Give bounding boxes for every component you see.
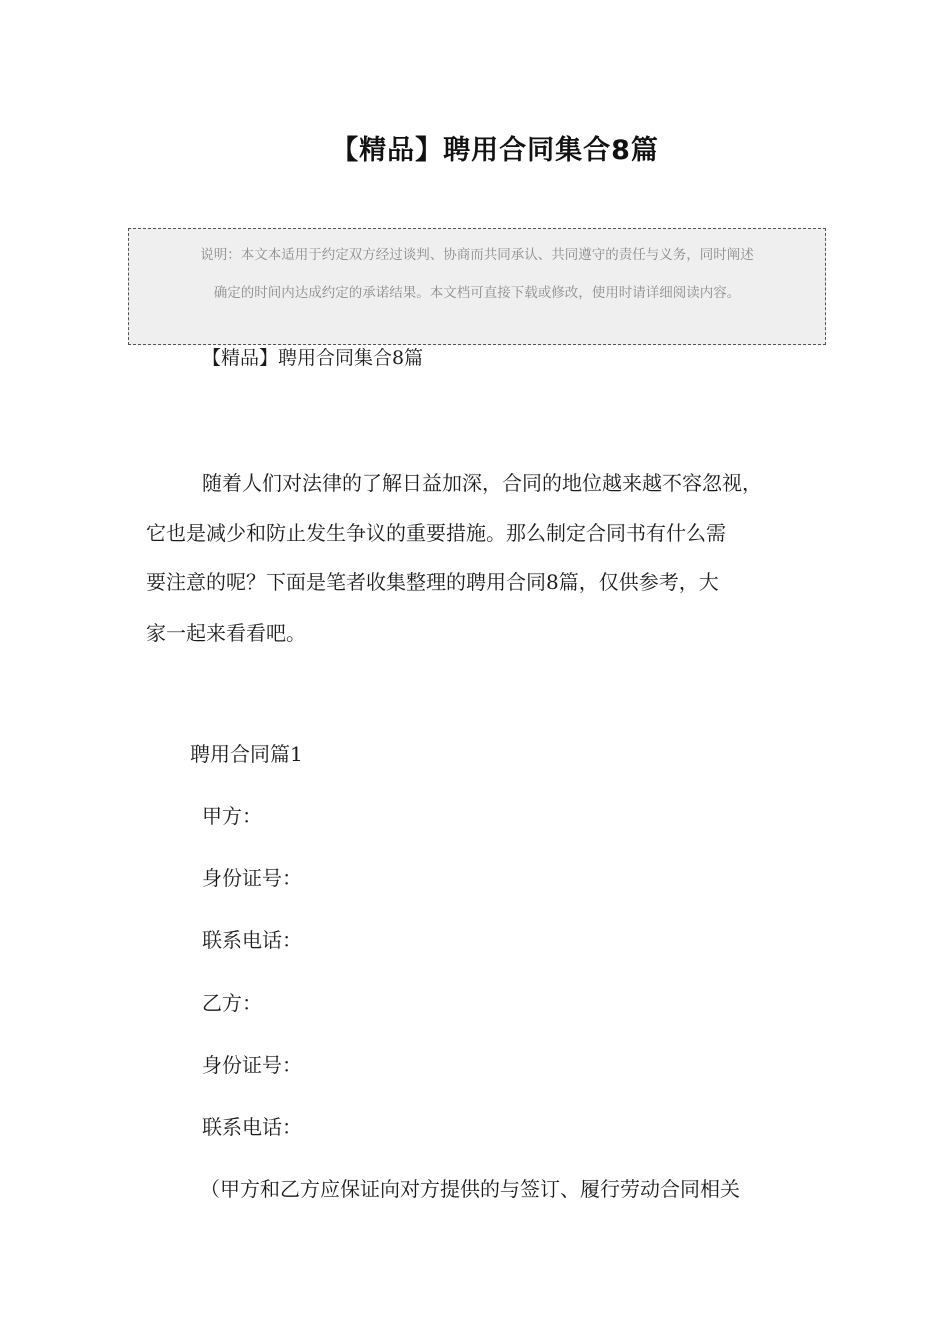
party-a-phone-label: 联系电话： [202,928,302,952]
note-line-1: 说明：本文本适用于约定双方经过谈判、协商而共同承认、共同遵守的责任与义务，同时阐述 [200,247,754,263]
party-b-label: 乙方： [202,991,262,1015]
party-b-phone-label: 联系电话： [202,1115,302,1139]
intro-paragraph-line-4: 家一起来看看吧。 [146,621,306,645]
contract-clause-text: （甲方和乙方应保证向对方提供的与签订、履行劳动合同相关 [200,1177,740,1201]
note-line-2: 确定的时间内达成约定的承诺结果。本文档可直接下载或修改，使用时请详细阅读内容。 [213,285,741,301]
intro-paragraph-line-3: 要注意的呢？下面是笔者收集整理的聘用合同8篇，仅供参考，大 [146,570,719,594]
page-title: 【精品】聘用合同集合8篇 [331,135,659,166]
party-a-id-label: 身份证号： [202,866,302,890]
description-note-box [128,228,826,345]
document-subtitle: 【精品】聘用合同集合8篇 [202,347,424,369]
intro-paragraph-line-2: 它也是减少和防止发生争议的重要措施。那么制定合同书有什么需 [146,521,726,545]
party-a-label: 甲方： [202,804,262,828]
intro-paragraph-line-1: 随着人们对法律的了解日益加深，合同的地位越来越不容忽视， [202,471,762,495]
section-heading: 聘用合同篇1 [190,742,303,766]
party-b-id-label: 身份证号： [202,1053,302,1077]
